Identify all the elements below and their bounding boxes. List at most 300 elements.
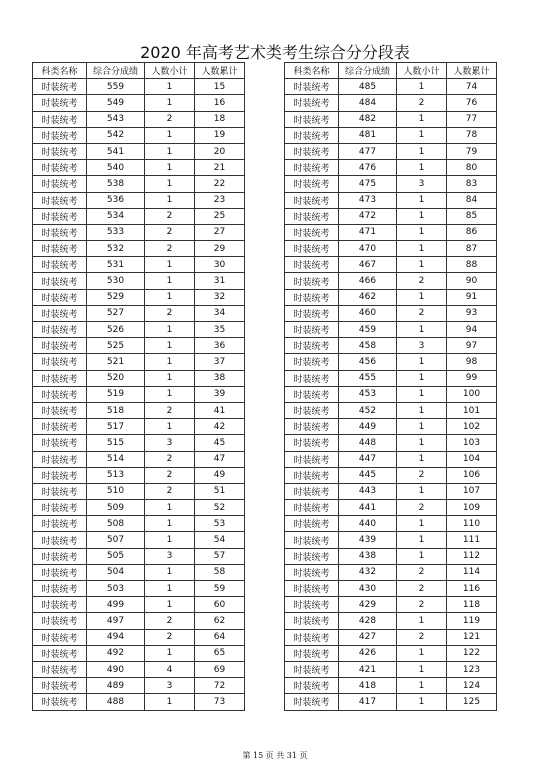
table-row [285, 192, 497, 208]
table-row [285, 678, 497, 694]
cell-cumulative: 41 [195, 402, 245, 418]
cell-cumulative: 91 [447, 289, 497, 305]
table-row [33, 661, 245, 677]
cell-score: 509 [87, 500, 145, 516]
cell-cumulative: 111 [447, 532, 497, 548]
table-row [285, 548, 497, 564]
cell-category: 时装统考 [33, 597, 87, 613]
table-row [33, 241, 245, 257]
table-header-row [33, 63, 245, 79]
cell-score: 543 [87, 111, 145, 127]
table-row [285, 516, 497, 532]
cell-score: 466 [339, 273, 397, 289]
score-table-right [284, 62, 497, 711]
cell-score: 549 [87, 95, 145, 111]
cell-score: 471 [339, 224, 397, 240]
cell-cumulative: 118 [447, 597, 497, 613]
cell-category: 时装统考 [285, 273, 339, 289]
table-row [285, 95, 497, 111]
table-row [33, 581, 245, 597]
cell-category: 时装统考 [285, 127, 339, 143]
cell-score: 526 [87, 322, 145, 338]
cell-count: 1 [145, 322, 195, 338]
cell-count: 1 [397, 160, 447, 176]
cell-count: 1 [145, 564, 195, 580]
cell-category: 时装统考 [285, 143, 339, 159]
cell-score: 485 [339, 79, 397, 95]
cell-count: 1 [397, 79, 447, 95]
cell-category: 时装统考 [285, 257, 339, 273]
cell-count: 1 [145, 645, 195, 661]
cell-cumulative: 34 [195, 305, 245, 321]
cell-count: 1 [397, 694, 447, 710]
cell-cumulative: 49 [195, 467, 245, 483]
cell-category: 时装统考 [285, 160, 339, 176]
cell-score: 497 [87, 613, 145, 629]
cell-cumulative: 58 [195, 564, 245, 580]
table-row [285, 176, 497, 192]
table-row [285, 305, 497, 321]
cell-category: 时装统考 [33, 176, 87, 192]
cell-cumulative: 77 [447, 111, 497, 127]
cell-count: 2 [145, 451, 195, 467]
cell-cumulative: 102 [447, 419, 497, 435]
page-number: 第 15 页 共 31 页 [242, 751, 308, 760]
cell-category: 时装统考 [285, 613, 339, 629]
table-row [285, 629, 497, 645]
cell-cumulative: 39 [195, 386, 245, 402]
cell-count: 2 [145, 613, 195, 629]
cell-score: 532 [87, 241, 145, 257]
cell-score: 432 [339, 564, 397, 580]
table-row [285, 532, 497, 548]
table-row [33, 645, 245, 661]
cell-count: 2 [145, 402, 195, 418]
cell-count: 1 [145, 581, 195, 597]
cell-cumulative: 30 [195, 257, 245, 273]
cell-count: 1 [145, 143, 195, 159]
cell-category: 时装统考 [285, 402, 339, 418]
cell-category: 时装统考 [33, 500, 87, 516]
cell-count: 1 [145, 532, 195, 548]
cell-category: 时装统考 [33, 79, 87, 95]
cell-cumulative: 59 [195, 581, 245, 597]
table-row [285, 645, 497, 661]
cell-cumulative: 94 [447, 322, 497, 338]
cell-count: 1 [397, 111, 447, 127]
cell-count: 1 [397, 322, 447, 338]
cell-category: 时装统考 [285, 661, 339, 677]
cell-count: 1 [397, 613, 447, 629]
table-row [33, 111, 245, 127]
cell-count: 1 [145, 273, 195, 289]
cell-cumulative: 73 [195, 694, 245, 710]
table-row [285, 435, 497, 451]
cell-category: 时装统考 [33, 370, 87, 386]
cell-cumulative: 35 [195, 322, 245, 338]
cell-category: 时装统考 [33, 678, 87, 694]
cell-score: 499 [87, 597, 145, 613]
cell-category: 时装统考 [285, 597, 339, 613]
table-row [285, 289, 497, 305]
cell-score: 527 [87, 305, 145, 321]
cell-cumulative: 97 [447, 338, 497, 354]
cell-count: 1 [397, 419, 447, 435]
cell-cumulative: 79 [447, 143, 497, 159]
cell-count: 2 [397, 629, 447, 645]
cell-score: 459 [339, 322, 397, 338]
table-row [285, 160, 497, 176]
table-row [33, 127, 245, 143]
cell-score: 438 [339, 548, 397, 564]
header-category: 科类名称 [33, 63, 87, 79]
cell-score: 519 [87, 386, 145, 402]
cell-cumulative: 122 [447, 645, 497, 661]
cell-score: 533 [87, 224, 145, 240]
cell-score: 508 [87, 516, 145, 532]
table-row [285, 208, 497, 224]
table-row [285, 419, 497, 435]
cell-cumulative: 119 [447, 613, 497, 629]
cell-count: 1 [145, 257, 195, 273]
cell-count: 3 [397, 176, 447, 192]
cell-count: 1 [397, 645, 447, 661]
cell-category: 时装统考 [285, 176, 339, 192]
cell-score: 513 [87, 467, 145, 483]
cell-category: 时装统考 [33, 548, 87, 564]
cell-cumulative: 106 [447, 467, 497, 483]
cell-category: 时装统考 [285, 629, 339, 645]
table-row [33, 79, 245, 95]
table-row [33, 95, 245, 111]
cell-cumulative: 54 [195, 532, 245, 548]
cell-cumulative: 78 [447, 127, 497, 143]
cell-category: 时装统考 [33, 273, 87, 289]
cell-cumulative: 57 [195, 548, 245, 564]
cell-category: 时装统考 [33, 289, 87, 305]
table-row [33, 289, 245, 305]
table-row [33, 694, 245, 710]
table-row [285, 322, 497, 338]
cell-count: 1 [145, 176, 195, 192]
cell-count: 1 [145, 354, 195, 370]
table-row [33, 419, 245, 435]
table-row [33, 678, 245, 694]
cell-score: 518 [87, 402, 145, 418]
cell-count: 4 [145, 661, 195, 677]
cell-category: 时装统考 [33, 257, 87, 273]
cell-cumulative: 121 [447, 629, 497, 645]
cell-score: 441 [339, 500, 397, 516]
cell-cumulative: 29 [195, 241, 245, 257]
cell-count: 1 [397, 451, 447, 467]
table-row [285, 241, 497, 257]
table-row [33, 143, 245, 159]
cell-cumulative: 114 [447, 564, 497, 580]
cell-cumulative: 98 [447, 354, 497, 370]
cell-cumulative: 116 [447, 581, 497, 597]
table-row [285, 597, 497, 613]
cell-category: 时装统考 [33, 516, 87, 532]
cell-score: 481 [339, 127, 397, 143]
table-row [33, 386, 245, 402]
cell-category: 时装统考 [285, 224, 339, 240]
header-category: 科类名称 [285, 63, 339, 79]
cell-category: 时装统考 [33, 160, 87, 176]
cell-count: 1 [397, 483, 447, 499]
cell-count: 2 [397, 581, 447, 597]
cell-cumulative: 45 [195, 435, 245, 451]
cell-count: 1 [145, 160, 195, 176]
cell-score: 503 [87, 581, 145, 597]
cell-score: 439 [339, 532, 397, 548]
table-row [33, 467, 245, 483]
table-row [33, 354, 245, 370]
cell-cumulative: 104 [447, 451, 497, 467]
cell-count: 1 [145, 500, 195, 516]
cell-count: 2 [145, 483, 195, 499]
table-row [33, 338, 245, 354]
cell-count: 1 [397, 678, 447, 694]
cell-score: 538 [87, 176, 145, 192]
cell-category: 时装统考 [285, 435, 339, 451]
cell-score: 521 [87, 354, 145, 370]
table-row [33, 564, 245, 580]
cell-cumulative: 100 [447, 386, 497, 402]
cell-category: 时装统考 [285, 370, 339, 386]
cell-category: 时装统考 [33, 192, 87, 208]
cell-cumulative: 76 [447, 95, 497, 111]
cell-cumulative: 51 [195, 483, 245, 499]
cell-cumulative: 109 [447, 500, 497, 516]
cell-score: 418 [339, 678, 397, 694]
cell-score: 517 [87, 419, 145, 435]
cell-category: 时装统考 [33, 338, 87, 354]
cell-cumulative: 20 [195, 143, 245, 159]
cell-category: 时装统考 [33, 111, 87, 127]
table-row [285, 661, 497, 677]
cell-cumulative: 93 [447, 305, 497, 321]
cell-category: 时装统考 [33, 483, 87, 499]
cell-count: 1 [397, 516, 447, 532]
cell-count: 1 [397, 143, 447, 159]
cell-score: 472 [339, 208, 397, 224]
cell-cumulative: 80 [447, 160, 497, 176]
cell-score: 456 [339, 354, 397, 370]
cell-score: 447 [339, 451, 397, 467]
cell-score: 417 [339, 694, 397, 710]
cell-category: 时装统考 [285, 95, 339, 111]
cell-category: 时装统考 [285, 289, 339, 305]
cell-category: 时装统考 [285, 241, 339, 257]
cell-cumulative: 83 [447, 176, 497, 192]
cell-cumulative: 25 [195, 208, 245, 224]
cell-count: 3 [145, 678, 195, 694]
header-cumulative: 人数累计 [447, 63, 497, 79]
table-row [285, 483, 497, 499]
cell-category: 时装统考 [285, 548, 339, 564]
cell-category: 时装统考 [285, 419, 339, 435]
cell-count: 3 [397, 338, 447, 354]
cell-score: 429 [339, 597, 397, 613]
cell-count: 2 [145, 111, 195, 127]
cell-category: 时装统考 [33, 435, 87, 451]
cell-score: 536 [87, 192, 145, 208]
table-row [33, 305, 245, 321]
cell-cumulative: 42 [195, 419, 245, 435]
cell-cumulative: 22 [195, 176, 245, 192]
cell-count: 2 [397, 273, 447, 289]
cell-count: 2 [145, 467, 195, 483]
cell-category: 时装统考 [285, 192, 339, 208]
cell-cumulative: 36 [195, 338, 245, 354]
cell-count: 2 [145, 224, 195, 240]
table-row [285, 143, 497, 159]
header-count: 人数小计 [145, 63, 195, 79]
cell-category: 时装统考 [285, 322, 339, 338]
cell-category: 时装统考 [285, 678, 339, 694]
cell-score: 421 [339, 661, 397, 677]
table-row [285, 564, 497, 580]
cell-count: 1 [397, 224, 447, 240]
cell-count: 2 [397, 597, 447, 613]
table-row [33, 613, 245, 629]
cell-score: 448 [339, 435, 397, 451]
cell-category: 时装统考 [33, 224, 87, 240]
cell-score: 473 [339, 192, 397, 208]
cell-cumulative: 123 [447, 661, 497, 677]
cell-score: 490 [87, 661, 145, 677]
cell-category: 时装统考 [285, 338, 339, 354]
table-row [285, 467, 497, 483]
table-row [285, 338, 497, 354]
table-row [33, 532, 245, 548]
table-row [285, 273, 497, 289]
cell-cumulative: 99 [447, 370, 497, 386]
table-row [33, 224, 245, 240]
cell-cumulative: 72 [195, 678, 245, 694]
cell-score: 426 [339, 645, 397, 661]
cell-count: 1 [397, 386, 447, 402]
cell-cumulative: 110 [447, 516, 497, 532]
table-row [33, 516, 245, 532]
cell-category: 时装统考 [285, 111, 339, 127]
cell-cumulative: 101 [447, 402, 497, 418]
cell-cumulative: 31 [195, 273, 245, 289]
cell-category: 时装统考 [33, 305, 87, 321]
cell-count: 1 [397, 257, 447, 273]
cell-cumulative: 84 [447, 192, 497, 208]
table-row [33, 192, 245, 208]
cell-count: 1 [145, 694, 195, 710]
cell-score: 492 [87, 645, 145, 661]
cell-cumulative: 125 [447, 694, 497, 710]
cell-cumulative: 18 [195, 111, 245, 127]
table-row [285, 402, 497, 418]
cell-cumulative: 87 [447, 241, 497, 257]
cell-category: 时装统考 [33, 95, 87, 111]
cell-category: 时装统考 [33, 127, 87, 143]
cell-category: 时装统考 [33, 645, 87, 661]
table-row [33, 597, 245, 613]
cell-count: 1 [145, 192, 195, 208]
cell-count: 2 [145, 208, 195, 224]
cell-count: 1 [145, 516, 195, 532]
table-row [33, 257, 245, 273]
cell-count: 3 [145, 435, 195, 451]
cell-count: 1 [397, 402, 447, 418]
cell-category: 时装统考 [33, 532, 87, 548]
cell-score: 489 [87, 678, 145, 694]
cell-count: 1 [397, 354, 447, 370]
cell-count: 2 [397, 95, 447, 111]
cell-score: 455 [339, 370, 397, 386]
cell-score: 505 [87, 548, 145, 564]
cell-count: 1 [397, 127, 447, 143]
cell-score: 467 [339, 257, 397, 273]
cell-score: 453 [339, 386, 397, 402]
cell-count: 3 [145, 548, 195, 564]
cell-score: 494 [87, 629, 145, 645]
cell-count: 2 [145, 241, 195, 257]
cell-category: 时装统考 [33, 613, 87, 629]
cell-score: 542 [87, 127, 145, 143]
page-title: 2020 年高考艺术类考生综合分分段表 [140, 43, 410, 62]
cell-count: 1 [397, 435, 447, 451]
cell-cumulative: 64 [195, 629, 245, 645]
cell-count: 1 [145, 597, 195, 613]
cell-cumulative: 19 [195, 127, 245, 143]
cell-category: 时装统考 [33, 451, 87, 467]
cell-count: 1 [397, 661, 447, 677]
cell-cumulative: 15 [195, 79, 245, 95]
table-row [285, 127, 497, 143]
cell-cumulative: 21 [195, 160, 245, 176]
cell-category: 时装统考 [33, 581, 87, 597]
cell-score: 530 [87, 273, 145, 289]
cell-cumulative: 69 [195, 661, 245, 677]
cell-count: 1 [397, 241, 447, 257]
cell-category: 时装统考 [33, 402, 87, 418]
cell-count: 1 [145, 419, 195, 435]
cell-cumulative: 62 [195, 613, 245, 629]
cell-category: 时装统考 [285, 532, 339, 548]
cell-count: 1 [397, 370, 447, 386]
table-row [33, 322, 245, 338]
cell-score: 428 [339, 613, 397, 629]
cell-category: 时装统考 [33, 208, 87, 224]
table-row [33, 500, 245, 516]
cell-count: 1 [397, 208, 447, 224]
cell-cumulative: 86 [447, 224, 497, 240]
cell-count: 1 [145, 79, 195, 95]
cell-score: 484 [339, 95, 397, 111]
cell-score: 430 [339, 581, 397, 597]
cell-score: 534 [87, 208, 145, 224]
cell-score: 540 [87, 160, 145, 176]
score-table-left [32, 62, 245, 711]
table-header-row [285, 63, 497, 79]
cell-cumulative: 32 [195, 289, 245, 305]
cell-score: 470 [339, 241, 397, 257]
table-row [285, 354, 497, 370]
header-score: 综合分成绩 [87, 63, 145, 79]
cell-cumulative: 88 [447, 257, 497, 273]
table-row [33, 208, 245, 224]
table-row [285, 257, 497, 273]
cell-category: 时装统考 [285, 564, 339, 580]
table-row [285, 694, 497, 710]
